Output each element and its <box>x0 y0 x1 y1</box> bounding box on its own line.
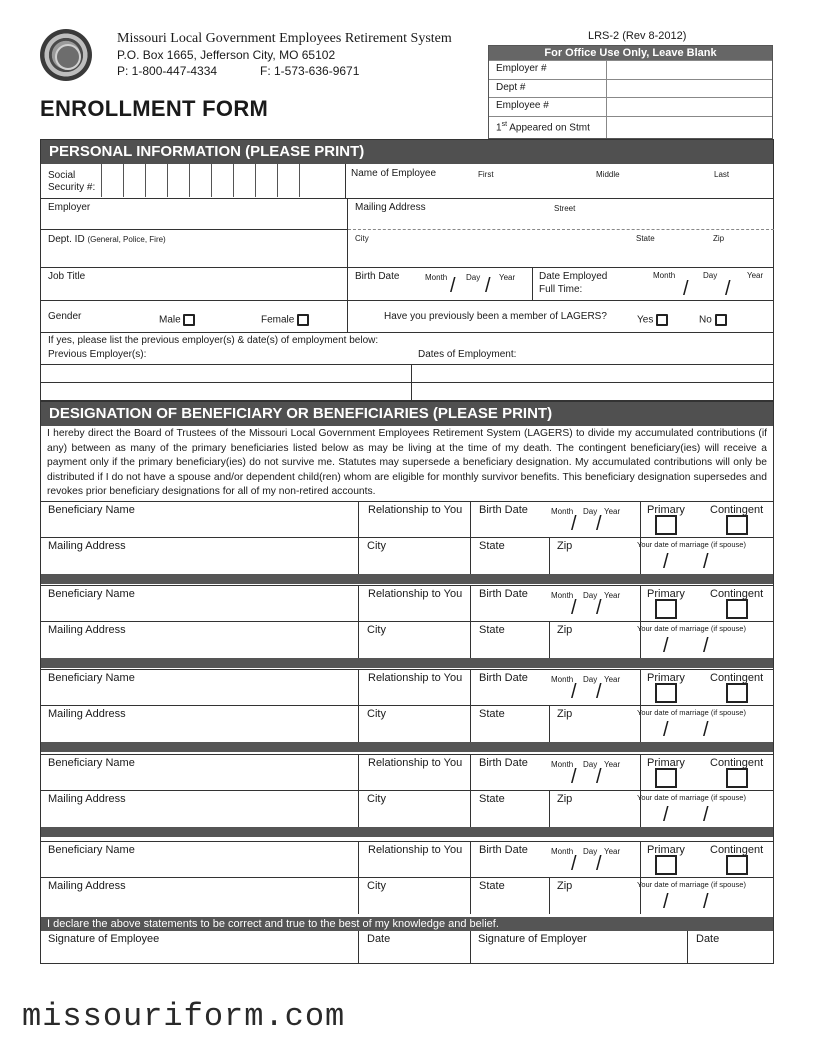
date-slash: / <box>571 597 577 619</box>
relationship-label: Relationship to You <box>368 757 463 769</box>
date-slash: / <box>571 681 577 703</box>
beneficiary-zip-field[interactable] <box>550 538 641 574</box>
declaration-text: I declare the above statements to be correct and true to the best of my knowledge and belief. <box>41 917 773 931</box>
female-label: Female <box>261 314 295 326</box>
employee-name-label: Name of Employee <box>351 168 437 179</box>
beneficiary-separator <box>41 574 773 584</box>
month-label: Month <box>551 591 574 600</box>
mailing-address-label: Mailing Address <box>48 793 126 805</box>
date-slash: / <box>663 804 669 826</box>
day-label: Day <box>583 760 598 769</box>
month-label: Month <box>425 273 448 282</box>
date-slash: / <box>596 766 602 788</box>
primary-contingent-field <box>641 502 773 538</box>
birth-date-label: Birth Date <box>355 271 400 282</box>
beneficiary-zip-field[interactable] <box>550 622 641 658</box>
contingent-label: Contingent <box>710 588 764 600</box>
birth-date-label: Birth Date <box>479 844 528 856</box>
primary-contingent-field <box>641 670 773 706</box>
month-label: Month <box>551 847 574 856</box>
primary-label: Primary <box>647 672 685 684</box>
yes-checkbox[interactable] <box>656 314 668 326</box>
signature-employee-field[interactable] <box>41 931 359 964</box>
beneficiary-block <box>41 754 773 826</box>
primary-checkbox[interactable] <box>655 599 677 619</box>
date-slash: / <box>571 513 577 535</box>
relationship-label: Relationship to You <box>368 844 463 856</box>
birth-date-field[interactable] <box>471 842 641 878</box>
last-label: Last <box>714 170 730 179</box>
state-label: State <box>636 234 655 243</box>
marriage-date-label: Your date of marriage (if spouse) <box>637 624 746 633</box>
month-label: Month <box>551 675 574 684</box>
date-slash: / <box>663 719 669 741</box>
date-label: Date <box>367 933 391 945</box>
no-checkbox[interactable] <box>715 314 727 326</box>
contingent-label: Contingent <box>710 757 764 769</box>
marriage-date-field[interactable] <box>637 706 773 742</box>
beneficiary-state-field[interactable] <box>471 878 550 914</box>
beneficiary-name-label: Beneficiary Name <box>48 504 135 516</box>
year-label: Year <box>604 591 621 600</box>
state-label: State <box>479 793 505 805</box>
date-slash: / <box>703 891 709 913</box>
beneficiary-city-field[interactable] <box>359 538 471 574</box>
primary-contingent-field <box>641 755 773 791</box>
beneficiary-mailing-field[interactable] <box>41 878 359 914</box>
relationship-field[interactable] <box>359 670 471 706</box>
beneficiary-mailing-field[interactable] <box>41 791 359 827</box>
beneficiary-state-field[interactable] <box>471 622 550 658</box>
date-slash: / <box>703 635 709 657</box>
prev-member-question: Have you previously been a member of LAGERS? <box>384 311 607 322</box>
office-row-employer[interactable] <box>489 60 772 79</box>
zip-label: Zip <box>557 793 573 805</box>
birth-date-field[interactable] <box>471 586 641 622</box>
city-label: City <box>355 234 369 243</box>
date-slash: / <box>596 597 602 619</box>
beneficiary-city-field[interactable] <box>359 878 471 914</box>
beneficiary-name-field[interactable] <box>41 755 359 791</box>
relationship-label: Relationship to You <box>368 588 463 600</box>
beneficiary-block <box>41 585 773 657</box>
office-label: Dept # <box>489 80 607 98</box>
prev-dates-input-1[interactable] <box>412 365 774 383</box>
prev-member-field <box>348 301 774 333</box>
relationship-field[interactable] <box>359 842 471 878</box>
marriage-date-field[interactable] <box>637 878 773 914</box>
male-option[interactable] <box>159 314 195 326</box>
date-slash: / <box>571 853 577 875</box>
relationship-field[interactable] <box>359 502 471 538</box>
watermark: missouriform.com <box>22 998 346 1035</box>
yes-option[interactable] <box>637 314 668 326</box>
date-slash: / <box>596 513 602 535</box>
day-label: Day <box>583 591 598 600</box>
lagers-seal-logo <box>40 29 92 81</box>
primary-checkbox[interactable] <box>655 768 677 788</box>
date-label: Date <box>696 933 720 945</box>
primary-label: Primary <box>647 757 685 769</box>
form-title: ENROLLMENT FORM <box>40 96 269 121</box>
primary-label: Primary <box>647 844 685 856</box>
beneficiary-name-field[interactable] <box>41 586 359 622</box>
no-option[interactable] <box>699 314 727 326</box>
mailing-address-label: Mailing Address <box>48 708 126 720</box>
date-employed-field[interactable] <box>533 268 774 301</box>
org-fax: F: 1-573-636-9671 <box>260 64 360 78</box>
employer-label: Employer <box>48 202 91 213</box>
year-label: Year <box>604 507 621 516</box>
dept-id-field[interactable] <box>41 230 348 268</box>
prev-employer-input-2[interactable] <box>41 383 412 400</box>
date-slash: / <box>725 278 731 300</box>
zip-label: Zip <box>557 708 573 720</box>
street-label: Street <box>554 204 576 213</box>
year-label: Year <box>604 760 621 769</box>
beneficiary-mailing-field[interactable] <box>41 622 359 658</box>
personal-info-heading: PERSONAL INFORMATION (PLEASE PRINT) <box>41 140 773 164</box>
beneficiary-separator <box>41 742 773 752</box>
year-label: Year <box>747 271 764 280</box>
marriage-date-label: Your date of marriage (if spouse) <box>637 880 746 889</box>
mailing-address-label: Mailing Address <box>48 540 126 552</box>
org-address: P.O. Box 1665, Jefferson City, MO 65102 <box>117 48 336 62</box>
day-label: Day <box>583 675 598 684</box>
beneficiary-zip-field[interactable] <box>550 878 641 914</box>
zip-label: Zip <box>713 234 725 243</box>
beneficiary-paragraph: I hereby direct the Board of Trustees of the Missouri Local Government Employees Retirement System (LAGERS) to divide my accumulated contributions (if any) between as many of the primary beneficiaries listed below as may be living at the time of my death. The contingent beneficiary(ies) will receive a payment only if the primary beneficiary(ies) do not survive me. Statutes may supersede a beneficiary designation. My accumulated contributions will only be distributed if I do not have a spouse and/or dependent child(ren) whom are eligible for monthly survivor benefits. This beneficiary designation supersedes and revokes prior beneficiary designations for all of my non-retired accounts. <box>47 428 767 497</box>
gender-label: Gender <box>48 311 82 322</box>
city-state-zip-field[interactable] <box>348 230 774 268</box>
zip-label: Zip <box>557 624 573 636</box>
beneficiary-block <box>41 669 773 741</box>
beneficiary-block <box>41 501 773 573</box>
yes-label: Yes <box>637 314 654 326</box>
year-label: Year <box>604 847 621 856</box>
zip-label: Zip <box>557 880 573 892</box>
date-slash: / <box>596 853 602 875</box>
date-slash: / <box>450 275 456 297</box>
org-phone: P: 1-800-447-4334 <box>117 64 218 78</box>
contingent-label: Contingent <box>710 672 764 684</box>
state-label: State <box>479 624 505 636</box>
date-slash: / <box>596 681 602 703</box>
ssn-field[interactable] <box>41 164 346 199</box>
beneficiary-state-field[interactable] <box>471 706 550 742</box>
day-label: Day <box>703 271 718 280</box>
marriage-date-field[interactable] <box>637 622 773 658</box>
dates-employment-label: Dates of Employment: <box>418 349 517 360</box>
relationship-field[interactable] <box>359 755 471 791</box>
marriage-date-label: Your date of marriage (if spouse) <box>637 540 746 549</box>
office-row-employee[interactable] <box>489 97 772 116</box>
zip-label: Zip <box>557 540 573 552</box>
employee-date-field[interactable] <box>359 931 471 964</box>
date-slash: / <box>663 551 669 573</box>
signature-employer-field[interactable] <box>471 931 688 964</box>
date-slash: / <box>485 275 491 297</box>
middle-label: Middle <box>596 170 620 179</box>
male-checkbox[interactable] <box>183 314 195 326</box>
beneficiary-city-field[interactable] <box>359 791 471 827</box>
full-time-label: Full Time: <box>539 284 583 295</box>
city-label: City <box>367 880 386 892</box>
beneficiary-zip-field[interactable] <box>550 706 641 742</box>
office-label: Employer # <box>489 61 607 79</box>
form-code: LRS-2 (Rev 8-2012) <box>588 30 687 42</box>
relationship-label: Relationship to You <box>368 672 463 684</box>
contingent-label: Contingent <box>710 504 764 516</box>
female-checkbox[interactable] <box>297 314 309 326</box>
employer-date-field[interactable] <box>688 931 773 964</box>
month-label: Month <box>551 760 574 769</box>
mailing-street-field[interactable] <box>348 199 774 230</box>
mailing-address-label: Mailing Address <box>48 624 126 636</box>
office-label: Employee # <box>489 98 607 116</box>
beneficiary-city-field[interactable] <box>359 622 471 658</box>
marriage-date-field[interactable] <box>637 538 773 574</box>
mailing-address-label: Mailing Address <box>355 202 426 213</box>
beneficiary-name-field[interactable] <box>41 670 359 706</box>
office-use-title: For Office Use Only, Leave Blank <box>489 46 772 60</box>
beneficiary-heading: DESIGNATION OF BENEFICIARY OR BENEFICIARIES (PLEASE PRINT) <box>41 402 773 426</box>
prev-employers-header <box>41 333 774 365</box>
date-employed-label: Date Employed <box>539 271 608 282</box>
contingent-checkbox[interactable] <box>726 768 748 788</box>
primary-label: Primary <box>647 588 685 600</box>
office-use-box <box>488 45 773 139</box>
state-label: State <box>479 880 505 892</box>
year-label: Year <box>604 675 621 684</box>
if-yes-instruction: If yes, please list the previous employer(s) & date(s) of employment below: <box>48 335 379 346</box>
beneficiary-name-label: Beneficiary Name <box>48 588 135 600</box>
female-option[interactable] <box>261 314 309 326</box>
day-label: Day <box>583 847 598 856</box>
date-slash: / <box>703 551 709 573</box>
contingent-checkbox[interactable] <box>726 855 748 875</box>
marriage-date-label: Your date of marriage (if spouse) <box>637 708 746 717</box>
month-label: Month <box>653 271 676 280</box>
prev-employers-label: Previous Employer(s): <box>48 349 147 360</box>
beneficiary-name-label: Beneficiary Name <box>48 672 135 684</box>
beneficiary-block <box>41 841 773 913</box>
primary-checkbox[interactable] <box>655 515 677 535</box>
gender-field <box>41 301 348 333</box>
prev-dates-input-2[interactable] <box>412 383 774 400</box>
date-slash: / <box>703 719 709 741</box>
date-slash: / <box>571 766 577 788</box>
month-label: Month <box>551 507 574 516</box>
beneficiary-zip-field[interactable] <box>550 791 641 827</box>
beneficiary-separator <box>41 827 773 837</box>
employer-field[interactable] <box>41 199 348 230</box>
birth-date-field[interactable] <box>471 755 641 791</box>
beneficiary-name-field[interactable] <box>41 842 359 878</box>
birth-date-field[interactable] <box>471 502 641 538</box>
beneficiary-mailing-field[interactable] <box>41 538 359 574</box>
city-label: City <box>367 793 386 805</box>
birth-date-field[interactable] <box>348 268 533 301</box>
date-slash: / <box>703 804 709 826</box>
employee-name-field[interactable] <box>346 164 774 199</box>
job-title-label: Job Title <box>48 271 86 282</box>
mailing-address-label: Mailing Address <box>48 880 126 892</box>
primary-checkbox[interactable] <box>655 855 677 875</box>
day-label: Day <box>583 507 598 516</box>
prev-employer-input-1[interactable] <box>41 365 412 383</box>
city-label: City <box>367 708 386 720</box>
dept-id-label: Dept. ID (General, Police, Fire) <box>48 234 166 245</box>
office-row-dept[interactable] <box>489 79 772 98</box>
birth-date-label: Birth Date <box>479 504 528 516</box>
birth-date-label: Birth Date <box>479 588 528 600</box>
relationship-label: Relationship to You <box>368 504 463 516</box>
contingent-checkbox[interactable] <box>726 683 748 703</box>
birth-date-label: Birth Date <box>479 757 528 769</box>
marriage-date-label: Your date of marriage (if spouse) <box>637 793 746 802</box>
date-slash: / <box>683 278 689 300</box>
primary-contingent-field <box>641 586 773 622</box>
day-label: Day <box>466 273 481 282</box>
beneficiary-name-field[interactable] <box>41 502 359 538</box>
state-label: State <box>479 708 505 720</box>
contingent-label: Contingent <box>710 844 764 856</box>
contingent-checkbox[interactable] <box>726 515 748 535</box>
beneficiary-name-label: Beneficiary Name <box>48 844 135 856</box>
beneficiary-mailing-field[interactable] <box>41 706 359 742</box>
signature-employer-label: Signature of Employer <box>478 933 587 945</box>
male-label: Male <box>159 314 181 326</box>
first-label: First <box>478 170 494 179</box>
city-label: City <box>367 624 386 636</box>
beneficiary-city-field[interactable] <box>359 706 471 742</box>
office-row-appeared[interactable] <box>489 116 772 138</box>
birth-date-field[interactable] <box>471 670 641 706</box>
date-slash: / <box>663 891 669 913</box>
beneficiary-separator <box>41 658 773 668</box>
city-label: City <box>367 540 386 552</box>
marriage-date-field[interactable] <box>637 791 773 827</box>
beneficiary-name-label: Beneficiary Name <box>48 757 135 769</box>
ssn-label: Social Security #: <box>48 170 96 193</box>
primary-checkbox[interactable] <box>655 683 677 703</box>
year-label: Year <box>499 273 516 282</box>
office-label-appeared: 1st Appeared on Stmt <box>489 117 607 138</box>
primary-label: Primary <box>647 504 685 516</box>
birth-date-label: Birth Date <box>479 672 528 684</box>
no-label: No <box>699 314 712 326</box>
job-title-field[interactable] <box>41 268 348 301</box>
signature-employee-label: Signature of Employee <box>48 933 160 945</box>
beneficiary-state-field[interactable] <box>471 791 550 827</box>
contingent-checkbox[interactable] <box>726 599 748 619</box>
primary-contingent-field <box>641 842 773 878</box>
state-label: State <box>479 540 505 552</box>
date-slash: / <box>663 635 669 657</box>
org-name: Missouri Local Government Employees Retirement System <box>117 31 452 46</box>
relationship-field[interactable] <box>359 586 471 622</box>
personal-info-section <box>40 139 774 401</box>
beneficiary-state-field[interactable] <box>471 538 550 574</box>
